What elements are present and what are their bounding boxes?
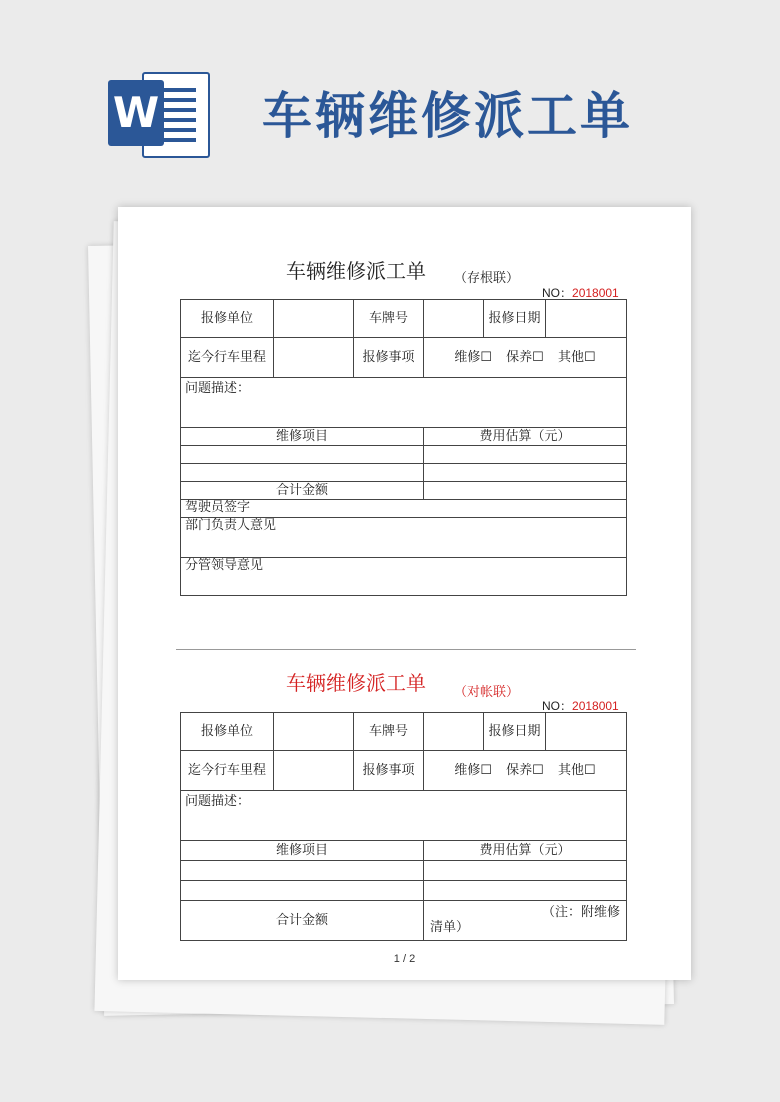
form1-options-checkboxes[interactable]: 维修☐ 保养☐ 其他☐ (424, 338, 627, 378)
page-number: 1 / 2 (393, 953, 416, 965)
form2-repair-unit-label: 报修单位 (181, 713, 274, 751)
form2-item-row[interactable] (181, 861, 424, 881)
form1-number-label: NO： (542, 286, 573, 300)
form1-subtitle: （存根联） (454, 271, 520, 286)
form2-mileage-field[interactable] (274, 751, 354, 791)
form2-mileage-label: 迄今行车里程 (181, 751, 274, 791)
form2-col-item: 维修项目 (181, 841, 424, 861)
word-icon (108, 68, 208, 158)
form1-driver-sign[interactable]: 驾驶员签字 (181, 500, 627, 518)
form1-date-field[interactable] (546, 300, 627, 338)
form2-plate-field[interactable] (424, 713, 484, 751)
form2-item-label: 报修事项 (354, 751, 424, 791)
form1-item-row[interactable] (181, 446, 424, 464)
form1-plate-field[interactable] (424, 300, 484, 338)
form1-repair-unit-label: 报修单位 (181, 300, 274, 338)
form1-cost-row[interactable] (424, 464, 627, 482)
form1-col-item: 维修项目 (181, 428, 424, 446)
form2-total-field[interactable] (424, 901, 627, 941)
form2-date-label: 报修日期 (484, 713, 546, 751)
form1-mileage-field[interactable] (274, 338, 354, 378)
form1-date-label: 报修日期 (484, 300, 546, 338)
form2-col-cost: 费用估算（元） (424, 841, 627, 861)
form1-mileage-label: 迄今行车里程 (181, 338, 274, 378)
form2-table (180, 712, 627, 941)
form2-repair-unit-field[interactable] (274, 713, 354, 751)
form1-number-value: 2018001 (572, 286, 619, 300)
form1-title: 车辆维修派工单 (286, 259, 426, 283)
form1-col-cost: 费用估算（元） (424, 428, 627, 446)
word-logo-letter: W (108, 80, 164, 146)
form2-problem-field[interactable]: 问题描述： (181, 791, 627, 841)
page-divider (176, 649, 636, 650)
form2-cost-row[interactable] (424, 881, 627, 901)
form2-plate-label: 车牌号 (354, 713, 424, 751)
form1-item-row[interactable] (181, 464, 424, 482)
form1-total-field[interactable] (424, 482, 627, 500)
form1-item-label: 报修事项 (354, 338, 424, 378)
form2-note-part2: 清单） (430, 920, 470, 935)
banner (0, 0, 780, 200)
form2-title: 车辆维修派工单 (286, 671, 426, 695)
form2-options-checkboxes[interactable]: 维修☐ 保养☐ 其他☐ (424, 751, 627, 791)
form1-total-label: 合计金额 (181, 482, 424, 500)
form1-cost-row[interactable] (424, 446, 627, 464)
form1-repair-unit-field[interactable] (274, 300, 354, 338)
form2-item-row[interactable] (181, 881, 424, 901)
form2-number-value: 2018001 (572, 699, 619, 713)
form1-problem-field[interactable]: 问题描述： (181, 378, 627, 428)
banner-title: 车辆维修派工单 (262, 87, 633, 145)
form2-number-label: NO： (542, 699, 573, 713)
form1-plate-label: 车牌号 (354, 300, 424, 338)
form2-note-part1: （注：附维修 (541, 905, 620, 920)
form2-cost-row[interactable] (424, 861, 627, 881)
form1-dept-opinion[interactable]: 部门负责人意见 (181, 518, 627, 558)
form2-date-field[interactable] (546, 713, 627, 751)
form1-leader-opinion[interactable]: 分管领导意见 (181, 558, 627, 596)
form1-table (180, 299, 627, 596)
form2-subtitle: （对帐联） (454, 685, 520, 700)
form2-total-label: 合计金额 (181, 901, 424, 941)
document-page (118, 207, 691, 980)
